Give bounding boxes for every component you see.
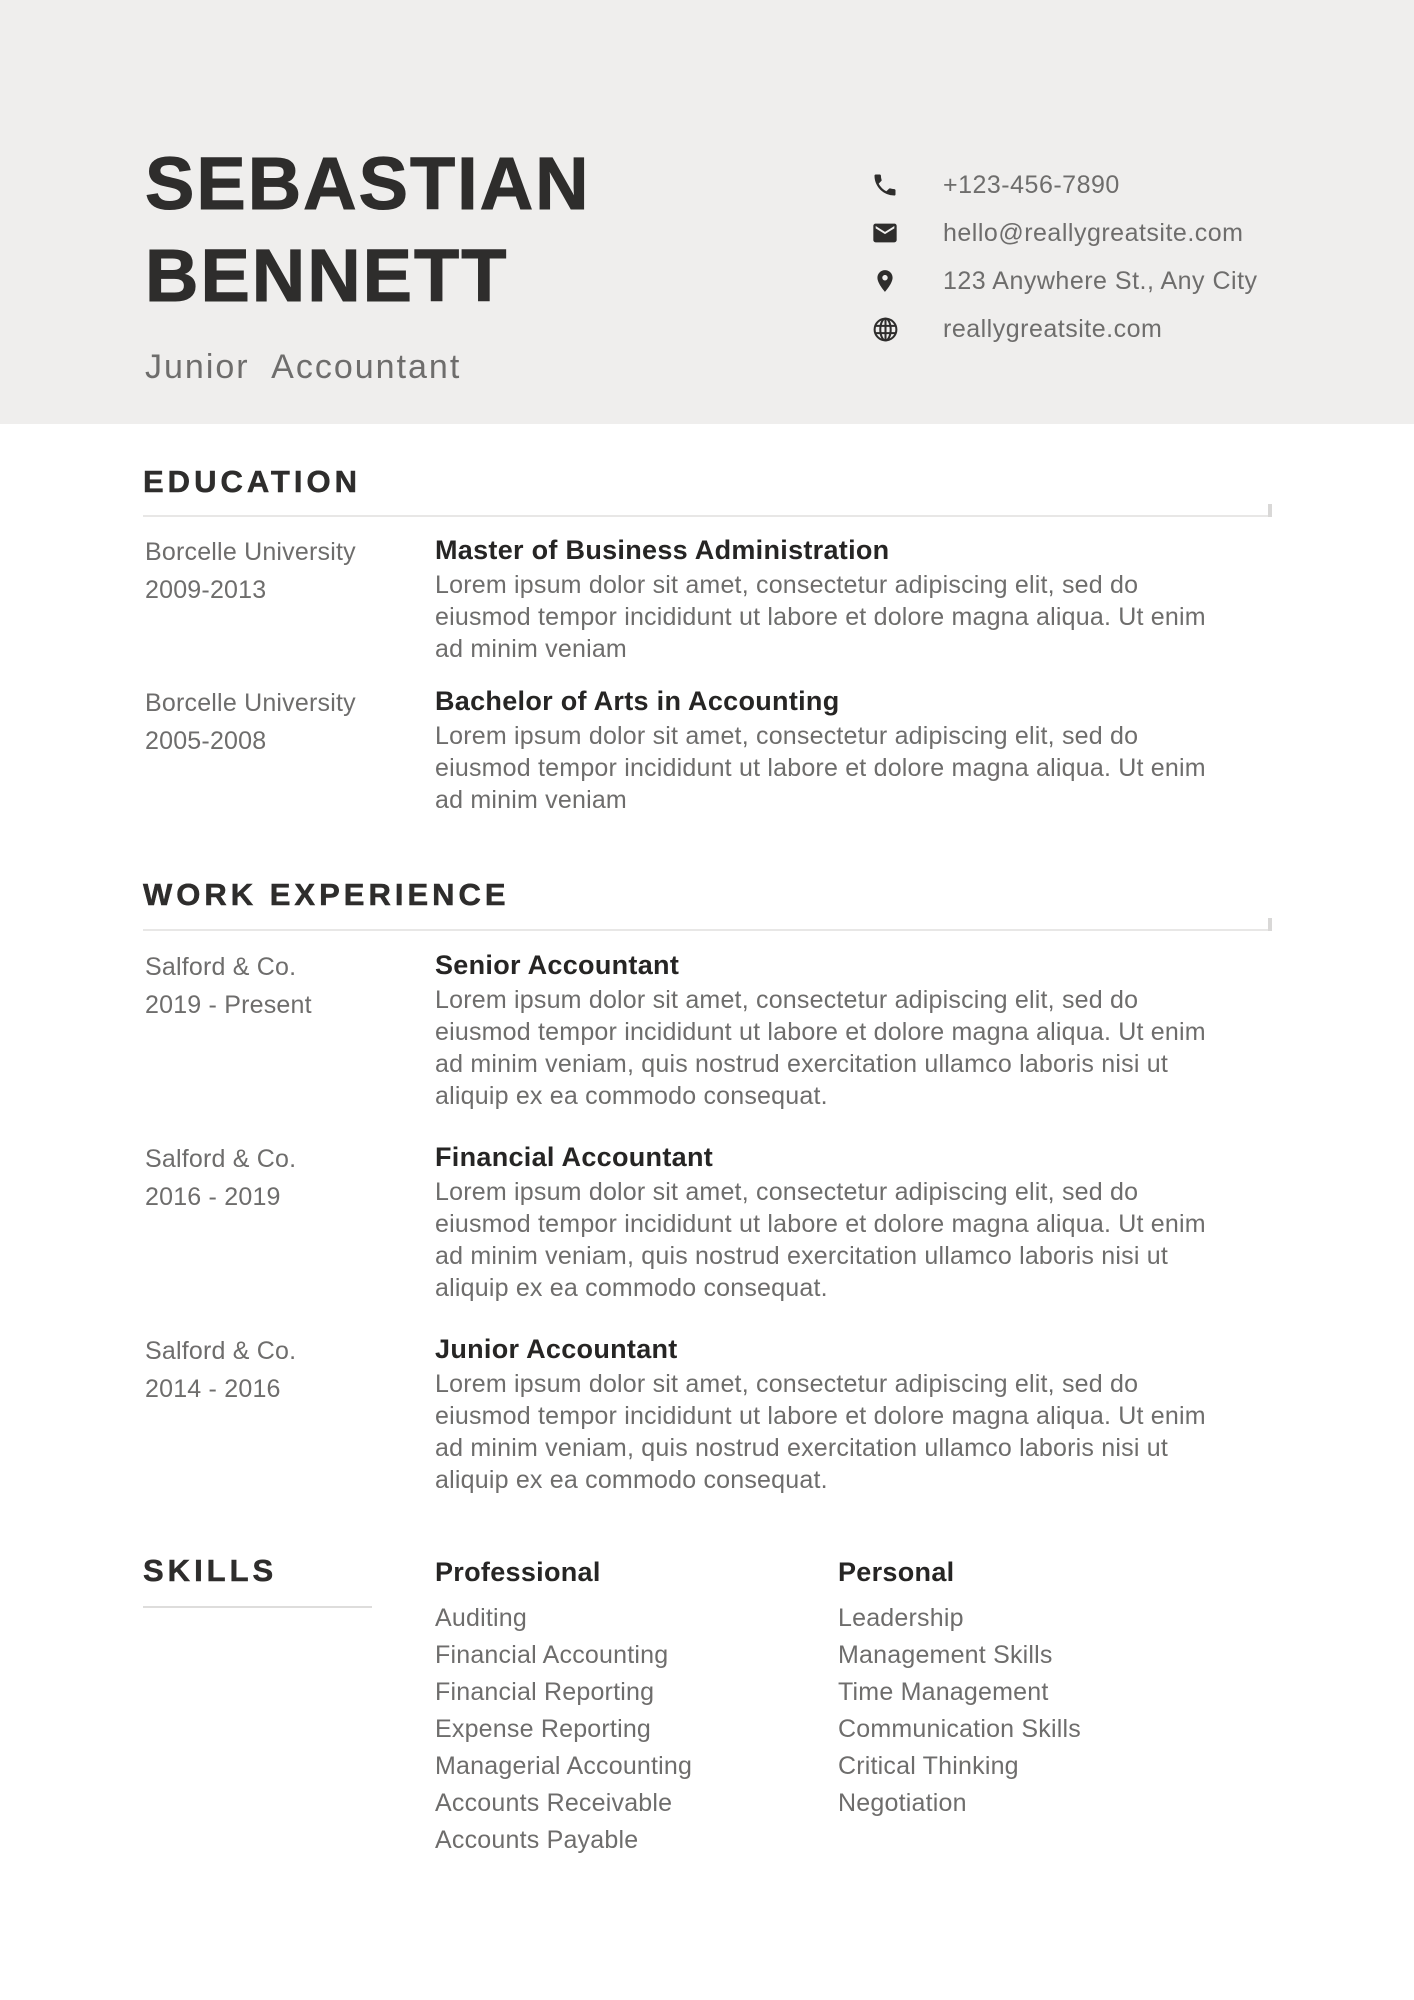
- skills-column-personal: [838, 1556, 1081, 1822]
- skills-heading: SKILLS: [143, 1553, 278, 1588]
- contact-row-website: [868, 305, 1258, 353]
- divider-end-tick: [1268, 504, 1272, 517]
- work-dates: 2016 - 2019: [145, 1183, 281, 1211]
- company-name: Salford & Co.: [145, 953, 297, 981]
- skill-item: Accounts Payable: [435, 1826, 639, 1854]
- education-entry-meta: [145, 684, 435, 816]
- skill-item: Financial Reporting: [435, 1678, 655, 1706]
- education-entry-meta: [145, 533, 435, 665]
- education-entry: [145, 533, 1272, 665]
- skills-column-professional: [435, 1556, 692, 1859]
- job-position-title: Senior Accountant: [435, 950, 680, 980]
- skills-list: [838, 1600, 1081, 1822]
- education-entry-body: [435, 533, 1272, 665]
- skill-item: Management Skills: [838, 1641, 1053, 1669]
- work-entry: [145, 1332, 1272, 1496]
- contact-row-address: [868, 257, 1258, 305]
- skill-item: Auditing: [435, 1604, 527, 1632]
- company-name: Salford & Co.: [145, 1337, 297, 1365]
- contact-row-email: [868, 209, 1258, 257]
- skill-item: Expense Reporting: [435, 1715, 652, 1743]
- skill-item: Negotiation: [838, 1789, 967, 1817]
- person-name: [145, 138, 591, 322]
- education-divider: [143, 515, 1272, 517]
- education-dates: 2005-2008: [145, 727, 267, 755]
- job-position-title: Junior Accountant: [435, 1334, 678, 1364]
- work-dates: 2019 - Present: [145, 991, 312, 1019]
- education-entry: [145, 684, 1272, 816]
- skill-item: Leadership: [838, 1604, 964, 1632]
- job-title: Junior Accountant: [145, 348, 462, 386]
- education-dates: 2009-2013: [145, 576, 267, 604]
- header: [0, 0, 1414, 424]
- skill-item: Accounts Receivable: [435, 1789, 673, 1817]
- education-entries: [145, 533, 1272, 816]
- work-dates: 2014 - 2016: [145, 1375, 281, 1403]
- skills-list: [435, 1600, 692, 1859]
- work-experience-heading: WORK EXPERIENCE: [143, 877, 510, 912]
- institution-name: Borcelle University: [145, 538, 356, 566]
- skills-divider: [143, 1606, 372, 1608]
- job-description: Lorem ipsum dolor sit amet, consectetur adipiscing elit, sed do eiusmod tempor incididunt ut labore et dolore magna aliqua. Ut enim ad minim veniam, quis nostrud exercitation ullamco laboris nisi ut aliquip ex ea commodo consequat.: [435, 1370, 1206, 1494]
- education-entry-body: [435, 684, 1272, 816]
- skill-item: Communication Skills: [838, 1715, 1081, 1743]
- degree-title: Bachelor of Arts in Accounting: [435, 686, 840, 716]
- work-entry: [145, 1140, 1272, 1304]
- contact-list: [868, 161, 1258, 353]
- skill-item: Managerial Accounting: [435, 1752, 693, 1780]
- website-url: reallygreatsite.com: [943, 314, 1163, 343]
- person-first-name: SEBASTIAN: [145, 142, 591, 225]
- globe-icon: [868, 315, 902, 344]
- degree-description: Lorem ipsum dolor sit amet, consectetur adipiscing elit, sed do eiusmod tempor incididunt ut labore et dolore magna aliqua. Ut enim ad minim veniam: [435, 571, 1206, 663]
- location-icon: [868, 265, 902, 297]
- work-entry-meta: [145, 1332, 435, 1496]
- degree-description: Lorem ipsum dolor sit amet, consectetur adipiscing elit, sed do eiusmod tempor incididunt ut labore et dolore magna aliqua. Ut enim ad minim veniam: [435, 722, 1206, 814]
- divider-end-tick: [1268, 918, 1272, 931]
- contact-row-phone: [868, 161, 1258, 209]
- skill-item: Critical Thinking: [838, 1752, 1019, 1780]
- work-entry-body: [435, 1140, 1272, 1304]
- work-entry-meta: [145, 1140, 435, 1304]
- email-icon: [868, 219, 902, 247]
- degree-title: Master of Business Administration: [435, 535, 890, 565]
- skills-column-title: Personal: [838, 1557, 955, 1587]
- person-last-name: BENNETT: [145, 234, 509, 317]
- skill-item: Financial Accounting: [435, 1641, 669, 1669]
- education-heading: EDUCATION: [143, 464, 361, 499]
- phone-icon: [868, 171, 902, 199]
- job-position-title: Financial Accountant: [435, 1142, 714, 1172]
- job-description: Lorem ipsum dolor sit amet, consectetur adipiscing elit, sed do eiusmod tempor incididunt ut labore et dolore magna aliqua. Ut enim ad minim veniam, quis nostrud exercitation ullamco laboris nisi ut aliquip ex ea commodo consequat.: [435, 986, 1206, 1110]
- work-experience-divider: [143, 929, 1272, 931]
- work-entry-body: [435, 948, 1272, 1112]
- skill-item: Time Management: [838, 1678, 1049, 1706]
- skills-column-title: Professional: [435, 1557, 601, 1587]
- work-entry-body: [435, 1332, 1272, 1496]
- institution-name: Borcelle University: [145, 689, 356, 717]
- work-entry-meta: [145, 948, 435, 1112]
- email-address: hello@reallygreatsite.com: [943, 218, 1244, 247]
- job-description: Lorem ipsum dolor sit amet, consectetur adipiscing elit, sed do eiusmod tempor incididunt ut labore et dolore magna aliqua. Ut enim ad minim veniam, quis nostrud exercitation ullamco laboris nisi ut aliquip ex ea commodo consequat.: [435, 1178, 1206, 1302]
- company-name: Salford & Co.: [145, 1145, 297, 1173]
- work-entry: [145, 948, 1272, 1112]
- street-address: 123 Anywhere St., Any City: [943, 266, 1258, 295]
- work-experience-entries: [145, 948, 1272, 1496]
- phone-number: +123-456-7890: [943, 170, 1120, 199]
